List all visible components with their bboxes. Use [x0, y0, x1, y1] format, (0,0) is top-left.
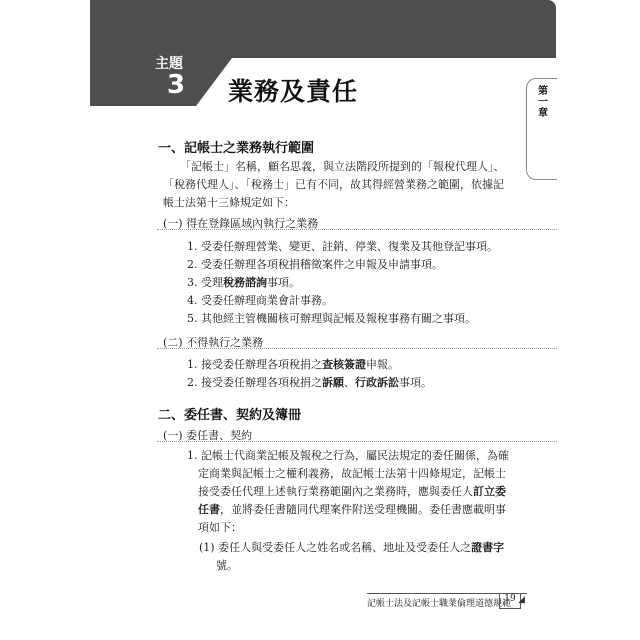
subsection-1b-title: (二) 不得執行之業務	[163, 336, 264, 349]
subsection-2a-title: (一) 委任書、契約	[163, 429, 253, 442]
chapter-title: 業務及責任	[228, 77, 359, 106]
topic-number: 3	[167, 70, 186, 100]
section-2-para-line-4: 任書，並將委任書隨同代理案件附送受理機關。委任書應載明事	[198, 503, 506, 516]
section-2-para-line-3: 接受委任代理上述執行業務範圍內之業務時，應與委任人訂立委	[198, 485, 506, 498]
section-2-point-1-line-2: 號。	[216, 559, 238, 572]
topic-label: 主題	[155, 56, 183, 72]
book-title: 記帳士法及記帳士職業倫理道德規範	[367, 599, 512, 609]
subsection-1a-title: (一) 得在登錄區域內執行之業務	[163, 217, 319, 230]
section-2-para-line-5: 項如下：	[198, 521, 242, 534]
section-1-intro-line-1: 「記帳士」名稱，顧名思義，與立法階段所提到的「報稅代理人」、	[180, 160, 505, 173]
list-item: 1. 受委任辦理營業、變更、註銷、停業、復業及其他登記事項。	[187, 240, 498, 253]
page-number: 19	[499, 594, 521, 609]
list-item: 1. 接受委任辦理各項稅捐之查核簽證申報。	[187, 358, 399, 371]
list-item: 3. 受理稅務諮詢事項。	[187, 276, 300, 289]
list-item: 2. 接受委任辦理各項稅捐之訴願、行政訴訟事項。	[187, 376, 432, 389]
list-item: 4. 受委任辦理商業會計事務。	[187, 294, 333, 307]
section-1-intro-line-2: 「稅務代理人」、「稅務士」已有不同，故其得經營業務之範圍，依據記	[163, 178, 504, 191]
footer-ornament-icon: ◢	[518, 595, 525, 605]
section-2-para-line-2: 定商業與記帳士之權利義務，故記帳士法第十四條規定，記帳士	[198, 467, 506, 480]
divider	[157, 441, 557, 442]
chapter-side-tab-label: 第一章	[538, 86, 548, 119]
page-footer	[367, 593, 527, 608]
section-1-heading: 一、記帳士之業務執行範圍	[158, 141, 315, 156]
section-2-point-1: (1) 委任人與受委任人之姓名或名稱、地址及受委任人之證書字	[199, 541, 505, 554]
divider	[157, 229, 557, 230]
list-item: 2. 受委任辦理各項稅捐稽徵案件之申報及申請事項。	[187, 258, 443, 271]
list-item: 5. 其他經主管機關核可辦理與記帳及報稅事務有關之事項。	[187, 312, 476, 325]
section-2-para-line-1: 1. 記帳士代商業記帳及報稅之行為，屬民法規定的委任關係，為確	[187, 449, 509, 462]
section-1-intro-line-3: 帳士法第十三條規定如下：	[163, 196, 295, 209]
section-2-heading: 二、委任書、契約及簿冊	[158, 408, 302, 423]
divider	[157, 348, 557, 349]
